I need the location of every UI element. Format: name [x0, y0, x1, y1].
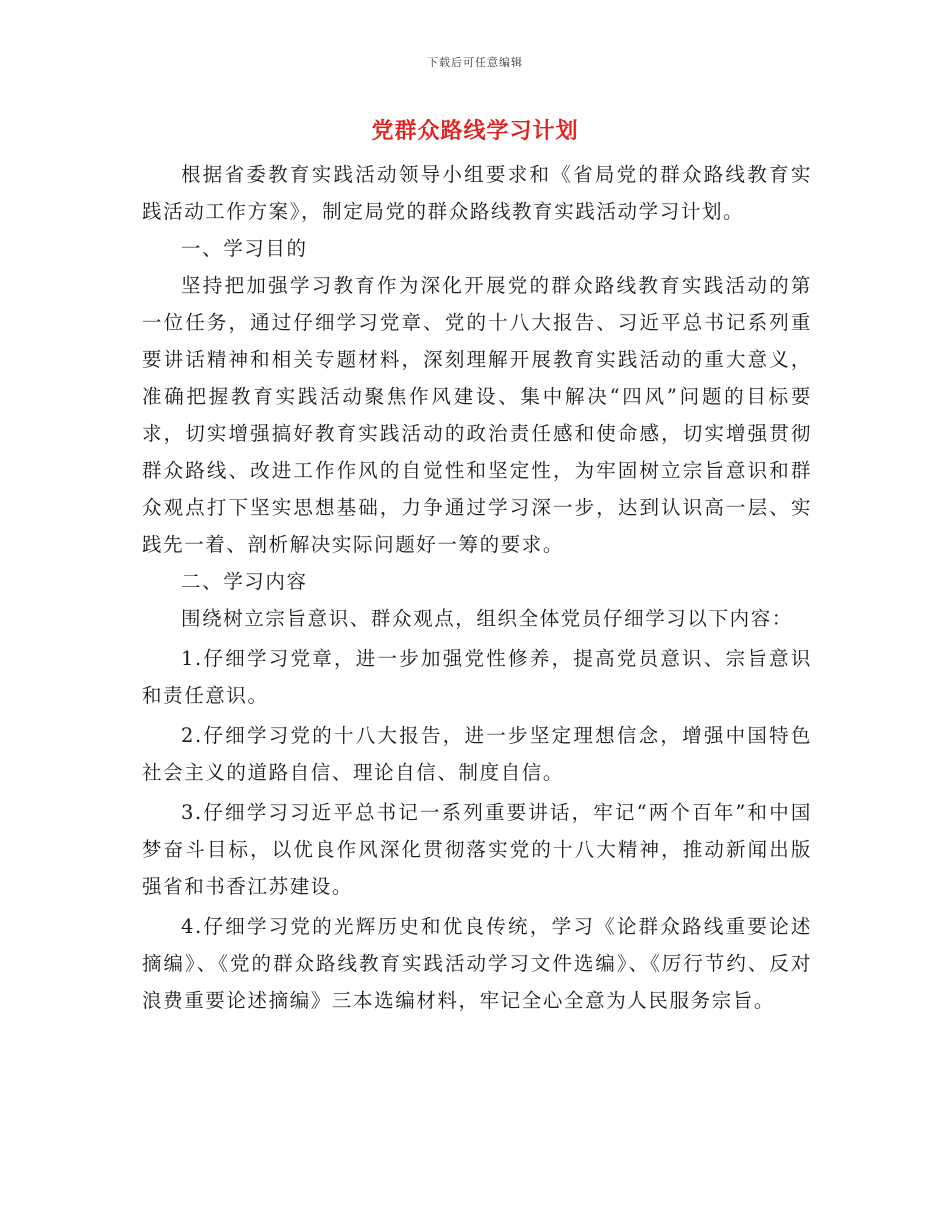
document-body [142, 156, 812, 1019]
content-intro-paragraph: 围绕树立宗旨意识、群众观点，组织全体党员仔细学习以下内容： [181, 607, 793, 630]
purpose-paragraph: 坚持把加强学习教育作为深化开展党的群众路线教育实践活动的第一位任务，通过仔细学习党章、党的十八大报告、习近平总书记系列重要讲话精神和相关专题材料，深刻理解开展教育实践活动的重大意义，准确把握教育实践活动聚焦作风建设、集中解决“四风”问题的目标要求，切实增强搞好教育实践活动的政治责任感和使命感，切实增强贯彻群众路线、改进工作作风的自觉性和坚定性，为牢固树立宗旨意识和群众观点打下坚实思想基础，力争通过学习深一步，达到认识高一层、实践先一着、剖析解决实际问题好一筹的要求。 [142, 274, 812, 556]
section-heading-purpose: 一、学习目的 [181, 237, 308, 260]
intro-paragraph: 根据省委教育实践活动领导小组要求和《省局党的群众路线教育实践活动工作方案》，制定局党的群众路线教育实践活动学习计划。 [142, 163, 812, 223]
list-item: 1.仔细学习党章，进一步加强党性修养，提高党员意识、宗旨意识和责任意识。 [142, 647, 812, 707]
header-note: 下载后可任意编辑 [427, 56, 523, 69]
list-item: 2.仔细学习党的十八大报告，进一步坚定理想信念，增强中国特色社会主义的道路自信、理论自信、制度自信。 [142, 724, 812, 784]
list-item: 4.仔细学习党的光辉历史和优良传统，学习《论群众路线重要论述摘编》、《党的群众路线教育实践活动学习文件选编》、《厉行节约、反对浪费重要论述摘编》三本选编材料，牢记全心全意为人民服务宗旨。 [142, 915, 812, 1012]
list-item: 3.仔细学习习近平总书记一系列重要讲话，牢记“两个百年”和中国梦奋斗目标，以优良作风深化贯彻落实党的十八大精神，推动新闻出版强省和书香江苏建设。 [142, 801, 812, 898]
section-heading-content: 二、学习内容 [181, 570, 308, 593]
document-title: 党群众路线学习计划 [371, 118, 579, 144]
